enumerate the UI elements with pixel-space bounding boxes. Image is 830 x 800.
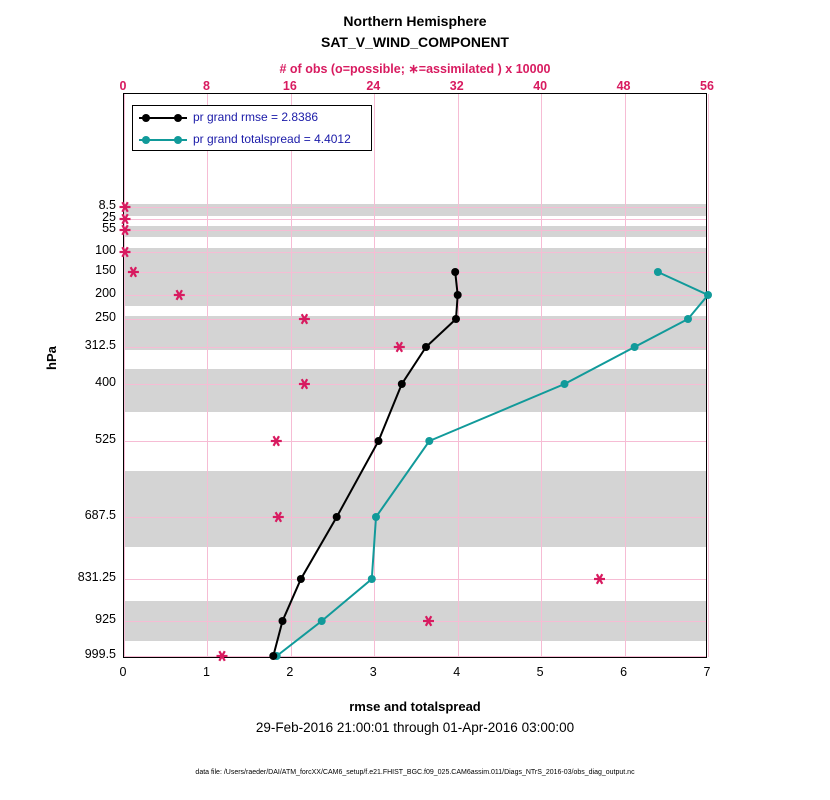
rmse-marker [375, 437, 383, 445]
legend-marker-rmse-2 [174, 114, 182, 122]
page-subtitle: SAT_V_WIND_COMPONENT [321, 34, 509, 50]
rmse-marker [422, 343, 430, 351]
top-x-tick-label: 48 [616, 79, 631, 93]
y-tick-label: 8.5 [98, 198, 116, 212]
y-tick-label: 55 [102, 221, 116, 235]
totalspread-marker [631, 343, 639, 351]
obs-assimilated-marker [594, 574, 605, 584]
y-tick-label: 925 [95, 612, 116, 626]
obs-assimilated-marker [217, 651, 228, 661]
totalspread-marker [704, 291, 712, 299]
obs-assimilated-marker [120, 214, 131, 224]
legend-marker-totalspread [142, 136, 150, 144]
y-axis-title: hPa [44, 346, 59, 370]
obs-assimilated-marker [120, 202, 131, 212]
data-overlay [124, 94, 708, 659]
legend [132, 105, 372, 151]
gridline-vertical [708, 94, 709, 657]
top-x-tick-label: 16 [282, 79, 297, 93]
plot-area [123, 93, 707, 658]
top-x-tick-label: 24 [366, 79, 381, 93]
obs-assimilated-marker [273, 512, 284, 522]
rmse-marker [333, 513, 341, 521]
rmse-marker [451, 268, 459, 276]
obs-assimilated-marker [174, 290, 185, 300]
y-tick-label: 312.5 [84, 338, 116, 352]
top-x-tick-label: 56 [700, 79, 714, 93]
x-tick-label: 4 [453, 665, 461, 679]
rmse-marker [269, 652, 277, 660]
rmse-marker [452, 315, 460, 323]
y-tick-label: 150 [95, 263, 116, 277]
page-title: Northern Hemisphere [343, 13, 487, 29]
rmse-marker [398, 380, 406, 388]
y-tick-label: 100 [95, 243, 116, 257]
legend-marker-totalspread-2 [174, 136, 182, 144]
top-x-tick-label: 8 [202, 79, 210, 93]
x-tick-label: 2 [286, 665, 294, 679]
y-tick-label: 200 [95, 286, 116, 300]
legend-label-totalspread: pr grand totalspread = 4.4012 [193, 132, 351, 146]
legend-marker-rmse [142, 114, 150, 122]
obs-assimilated-marker [394, 342, 405, 352]
rmse-marker [454, 291, 462, 299]
top-x-tick-label: 0 [119, 79, 127, 93]
rmse-marker [279, 617, 287, 625]
obs-assimilated-marker [120, 225, 131, 235]
totalspread-marker [372, 513, 380, 521]
obs-assimilated-marker [120, 247, 131, 257]
obs-assimilated-marker [271, 436, 282, 446]
top-x-tick-label: 32 [449, 79, 464, 93]
x-axis-title: rmse and totalspread [349, 699, 481, 714]
y-tick-label: 400 [95, 375, 116, 389]
totalspread-line [277, 272, 708, 656]
totalspread-marker [561, 380, 569, 388]
obs-assimilated-marker [128, 267, 139, 277]
x-tick-label: 1 [202, 665, 210, 679]
data-file-note: data file: /Users/raeder/DAI/ATM_forcXX/CAM6_setup/f.e21.FHIST_BGC.f09_025.CAM6assim.011/Diags_NTrS_2016-03/obs_diag_output.nc [195, 769, 635, 776]
obs-assimilated-marker [299, 379, 310, 389]
date-range: 29-Feb-2016 21:00:01 through 01-Apr-2016 03:00:00 [255, 720, 575, 735]
x-tick-label: 6 [620, 665, 628, 679]
y-tick-label: 999.5 [84, 647, 116, 661]
y-tick-label: 831.25 [77, 570, 116, 584]
top-x-tick-label: 40 [533, 79, 548, 93]
totalspread-marker [684, 315, 692, 323]
totalspread-marker [368, 575, 376, 583]
obs-assimilated-marker [299, 314, 310, 324]
top-axis-title: # of obs (o=possible; ∗=assimilated ) x 10000 [279, 62, 551, 76]
rmse-line [273, 272, 457, 656]
legend-entry-totalspread [133, 128, 371, 151]
y-tick-label: 25 [102, 210, 116, 224]
x-tick-label: 3 [369, 665, 377, 679]
totalspread-marker [425, 437, 433, 445]
obs-assimilated-marker [423, 616, 434, 626]
y-tick-label: 250 [95, 310, 116, 324]
totalspread-marker [318, 617, 326, 625]
legend-label-rmse: pr grand rmse = 2.8386 [193, 110, 319, 124]
x-tick-label: 0 [119, 665, 127, 679]
x-tick-label: 5 [536, 665, 544, 679]
legend-entry-rmse [133, 106, 371, 129]
rmse-marker [297, 575, 305, 583]
y-tick-label: 525 [95, 432, 116, 446]
totalspread-marker [654, 268, 662, 276]
x-tick-label: 7 [703, 665, 711, 679]
y-tick-label: 687.5 [84, 508, 116, 522]
